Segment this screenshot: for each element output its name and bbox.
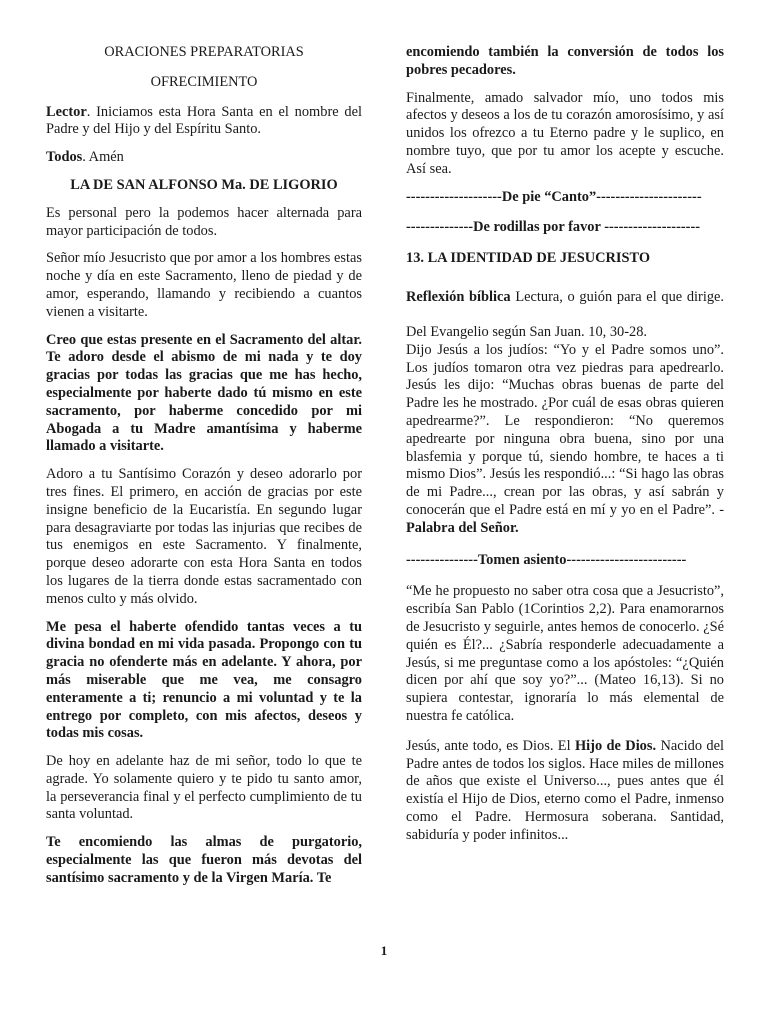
instruction-divider: --------------------De pie “Canto”---------------------- [406, 188, 702, 205]
prayer-heading: LA DE SAN ALFONSO Ma. DE LIGORIO [70, 176, 338, 193]
section-subtitle: OFRECIMIENTO [150, 73, 258, 90]
instruction-divider: ---------------Tomen asiento------------------------- [406, 551, 687, 568]
bold-paragraph: Me pesa el haberte ofendido tantas veces a tu divina bondad en mi vida pasada. Propongo con tu gracia no ofenderte más en adelante. Y ahora, por más miserable que me vea, me consagro enteramente a ti; renuncio a mi voluntad y te la entrego por completo, con mis afectos, deseos y todas mis cosas. [46, 618, 362, 742]
section-title: ORACIONES PREPARATORIAS [104, 44, 304, 60]
section-heading: 13. LA IDENTIDAD DE JESUCRISTO [406, 250, 651, 267]
lector-text: . Iniciamos esta Hora Santa en el nombre del Padre y del Hijo y del Espíritu Santo. [46, 103, 362, 138]
left-column [46, 44, 362, 898]
paragraph [406, 738, 724, 845]
paragraph-text: Jesús, ante todo, es Dios. El [406, 737, 575, 754]
page-number: 1 [380, 943, 388, 958]
paragraph: Es personal pero la podemos hacer alternada para mayor participación de todos. [46, 204, 362, 239]
lector-label: Lector [46, 103, 87, 120]
paragraph: Finalmente, amado salvador mío, uno todos mis afectos y deseos a los de tu corazón amorosísimo, y así unidos los ofrezco a tu Eterno padre y le suplico, en nombre tuyo, que por tu amor los acepte y escuche. Así sea. [406, 89, 724, 177]
gospel-closing: Palabra del Señor. [406, 519, 519, 536]
right-column [406, 44, 724, 854]
todos-text: . Amén [82, 149, 124, 166]
instruction-divider: --------------De rodillas por favor -------------------- [406, 219, 701, 236]
gospel-text: Del Evangelio según San Juan. 10, 30-28. Dijo Jesús a los judíos: “Yo y el Padre somos uno”. Los judíos tomaron otra vez piedras para apedrearlo. Jesús les dijo: “Muchas obras buenas de parte del Padre les he mostrado. ¿Por cuál de esas obras quieren apedrearme?”. Le respondieron: “No queremos apedrearte por ninguna obra buena, sino por una blasfemia y porque tú, siendo hombre, te haces a ti mismo Dios”. Jesús les respondió...: “Si hago las obras de mi Padre..., crean por las obras, y así sabrán y conocerán que el Padre está en mí y yo en el Padre”. - [406, 323, 724, 518]
emphasis-text: Hijo de Dios. [574, 737, 657, 754]
todos-label: Todos [46, 149, 83, 166]
bold-paragraph: Te encomiendo las almas de purgatorio, especialmente las que fueron más devotas del santísimo sacramento y de la Virgen María. Te [46, 834, 362, 886]
reflexion-line [406, 286, 724, 308]
todos-paragraph [46, 149, 362, 167]
bold-paragraph: encomiendo también la conversión de todos los pobres pecadores. [406, 44, 724, 78]
bold-paragraph: Creo que estas presente en el Sacramento del altar. Te adoro desde el abismo de mi nada y te doy gracias por todas las gracias que me has hecho, especialmente por haberte dado tú mismo en este sacramento, por haberme concedido por mi Abogada a tu Madre amantísima y haberme llamado a visitarte. [46, 331, 362, 455]
reflexion-label: Reflexión bíblica [406, 288, 511, 305]
gospel-reading [406, 324, 724, 538]
paragraph: Adoro a tu Santísimo Corazón y deseo adorarlo por tres fines. El primero, en acción de gracias por este insigne beneficio de la Eucaristía. En segundo lugar para desagraviarte por todas las injurias que recibes de tus enemigos en este Sacramento. Y finalmente, porque deseo adorarte con esta Hora Santa en todos los lugares de la tierra donde estas sacramentado con menos culto y más olvido. [46, 466, 362, 607]
reflexion-text: Lectura, o guión para el que dirige. [515, 288, 725, 305]
paragraph: De hoy en adelante haz de mi señor, todo lo que te agrade. Yo solamente quiero y te pido tu santo amor, la perseverancia final y el perfecto cumplimiento de tu santa voluntad. [46, 753, 362, 823]
paragraph: “Me he propuesto no saber otra cosa que a Jesucristo”, escribía San Pablo (1Corintios 2,2). Para enamorarnos de Jesucristo y seguirle, antes hemos de conocerlo. ¿Sé quién es Él?... ¿Sabría responderle adecuadamente a Jesús, si me preguntase como a los apóstoles: “¿Quién dicen por ahí que soy yo?”... (Mateo 16,13). Si no supiera contestar, ignoraría lo más elemental de nuestra fe católica. [406, 583, 724, 724]
paragraph-text: Nacido del Padre antes de todos los siglos. Hace miles de millones de años que existe el Universo..., pues antes que él existía el Hijo de Dios, eterno como el Padre, inmenso como el Padre. Hermosura soberana. Santidad, sabiduría y poder infinitos... [406, 737, 724, 843]
paragraph: Señor mío Jesucristo que por amor a los hombres estas noche y día en este Sacramento, lleno de piedad y de amor, esperando, llamando y recibiendo a cuantos vienen a visitarte. [46, 250, 362, 320]
lector-paragraph [46, 104, 362, 140]
